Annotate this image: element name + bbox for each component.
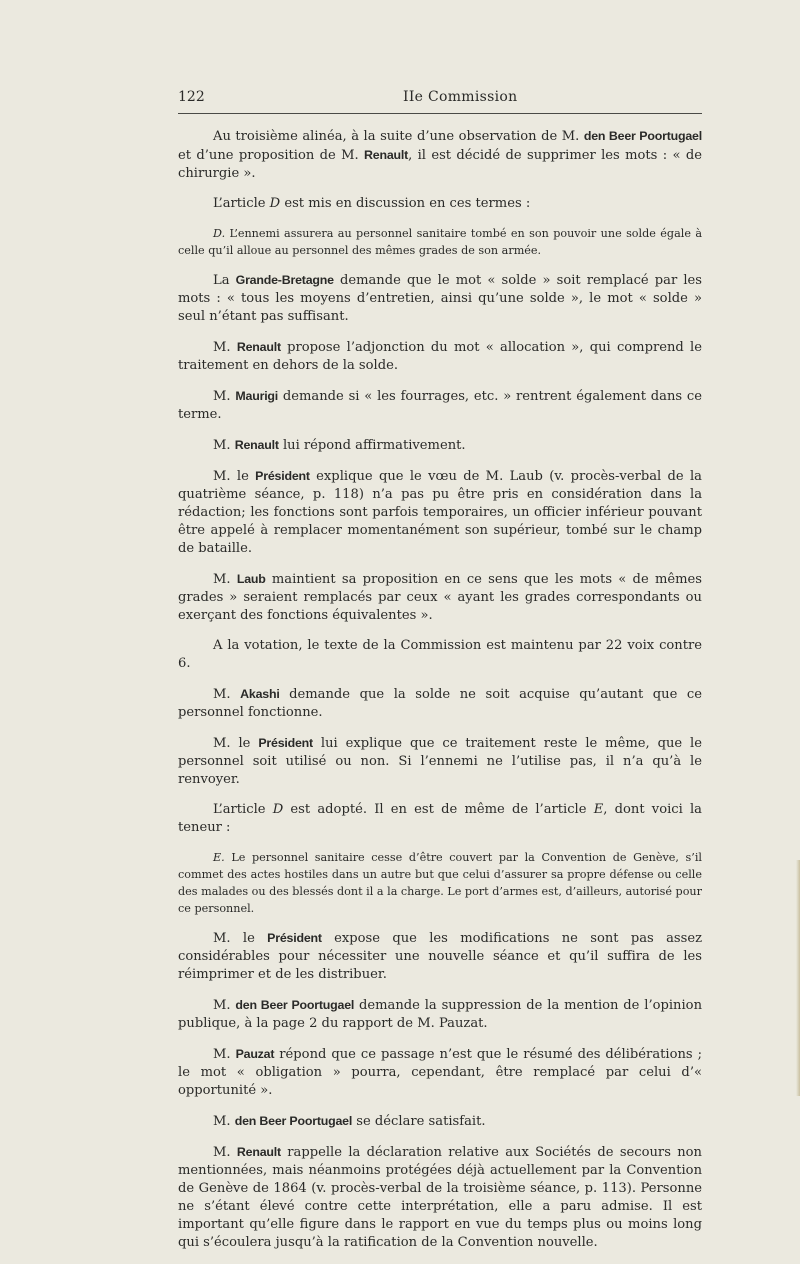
paragraph-text: est mis en discussion en ces termes : [280, 196, 531, 211]
paragraph-text: , il est décidé de supprimer les mots : « de chirurgie ». [178, 148, 702, 181]
minutes-paragraph [178, 570, 702, 625]
paragraph-text: M. [213, 998, 236, 1013]
speaker-name: Laub [236, 572, 266, 586]
minutes-paragraph [178, 195, 702, 213]
paragraph-text: M. [213, 1047, 236, 1062]
paragraph-text: L’article [213, 802, 273, 817]
minutes-paragraph [178, 467, 702, 558]
speaker-name: Président [258, 736, 313, 750]
paragraph-text: demande la suppression de la mention de l’opinion publique, à la page 2 du rapport de M. Pauzat. [178, 998, 702, 1031]
page-edge-shadow [796, 860, 800, 1096]
paragraph-text: explique que le vœu de M. Laub (v. procès-verbal de la quatrième séance, p. 118) n’a pas pu être pris en considération dans la rédaction; les fonctions sont parfois temporaires, un officier inférieur pouvant être appelé à remplacer momentanément son supérieur, tombé sur le champ de bataille. [178, 469, 702, 556]
minutes-paragraph [178, 338, 702, 375]
paragraph-text: Le personnel sanitaire cesse d’être couvert par la Convention de Genève, s’il commet des actes hostiles dans un autre but que celui d’assurer sa propre défense ou celle des malades ou des blessés dont il a la charge. Le port d’armes est, d’ailleurs, autorisé pour ce personnel. [178, 851, 702, 915]
paragraph-text: M. [213, 389, 236, 404]
minutes-paragraph [178, 734, 702, 789]
article-letter: E [593, 802, 604, 817]
speaker-name: den Beer Poortugael [235, 998, 355, 1012]
speaker-name: Pauzat [235, 1047, 275, 1061]
paragraph-text: répond que ce passage n’est que le résumé des délibérations ; le mot « obligation » pourra, cependant, être remplacé par celui d’« opportunité ». [178, 1047, 703, 1098]
paragraph-text: M. [213, 572, 237, 587]
paragraph-text: M. [213, 687, 241, 702]
paragraph-text: L’article [213, 196, 270, 211]
page-body [178, 127, 702, 1264]
article-letter: D. [213, 227, 226, 240]
minutes-paragraph [178, 387, 702, 424]
minutes-paragraph [178, 1112, 702, 1131]
speaker-name: Grande-Bretagne [235, 273, 334, 287]
paragraph-text: rappelle la déclaration relative aux Sociétés de secours non mentionnées, mais néanmoins protégées déjà actuellement par la Convention de Genève de 1864 (v. procès-verbal de la troisième séance, p. 113). Personne ne s’étant élevé contre cette interprétation, elle a paru admise. Il est important qu’elle figure dans le rapport en vue du temps plus ou moins long qui s’écoulera jusqu’à la ratification de la Convention nouvelle. [178, 1145, 702, 1250]
header-rule [178, 113, 702, 114]
minutes-paragraph [178, 271, 702, 326]
minutes-paragraph [178, 929, 702, 984]
speaker-name: Maurigi [235, 389, 279, 403]
paragraph-text: lui répond affirmativement. [278, 438, 466, 453]
paragraph-text: M. [213, 340, 237, 355]
speaker-name: den Beer Poortugael [234, 1114, 353, 1128]
paragraph-text: demande que le mot « solde » soit remplacé par les mots : « tous les moyens d’entretien, ainsi qu’une solde », le mot « solde » seul n’étant pas suffisant. [178, 273, 702, 324]
paragraph-text: est adopté. Il en est de même de l’article [283, 802, 594, 817]
running-title: IIe Commission [403, 89, 518, 105]
paragraph-text: M. le [213, 469, 256, 484]
paragraph-text: M. le [213, 931, 268, 946]
paragraph-text: M. [213, 1114, 235, 1129]
speaker-name: Renault [364, 148, 409, 162]
speaker-name: Président [267, 931, 322, 945]
paragraph-text: M. le [213, 736, 259, 751]
paragraph-text: expose que les modifications ne sont pas assez considérables pour nécessiter une nouvelle séance et qu’il suffira de les réimprimer et de les distribuer. [178, 931, 702, 982]
article-letter: E. [213, 851, 225, 864]
article-letter: D [272, 802, 284, 817]
paragraph-text: L’ennemi assurera au personnel sanitaire tombé en son pouvoir une solde égale à celle qu’il alloue au personnel des mêmes grades de son armée. [178, 227, 702, 257]
minutes-paragraph [178, 436, 702, 455]
paragraph-text: , dont voici la teneur : [178, 802, 702, 835]
minutes-paragraph [178, 685, 702, 722]
minutes-paragraph [178, 637, 702, 673]
paragraph-text: propose l’adjonction du mot « allocation », qui comprend le traitement en dehors de la solde. [178, 340, 702, 373]
paragraph-text: et d’une proposition de M. [178, 148, 365, 163]
paragraph-text: se déclare satisfait. [352, 1114, 486, 1129]
paragraph-text: Au troisième alinéa, à la suite d’une observation de M. [213, 129, 584, 144]
article-text-paragraph [178, 849, 702, 917]
paragraph-text: lui explique que ce traitement reste le même, que le personnel soit utilisé ou non. Si l’ennemi ne l’utilise pas, il n’a qu’à le renvoyer. [178, 736, 702, 787]
paragraph-text: La [213, 273, 236, 288]
paragraph-text: M. [213, 438, 235, 453]
speaker-name: Président [255, 469, 310, 483]
minutes-paragraph [178, 127, 702, 183]
speaker-name: Renault [236, 340, 281, 354]
speaker-name: Akashi [240, 687, 280, 701]
page-header [178, 89, 702, 109]
paragraph-text: maintient sa proposition en ce sens que les mots « de mêmes grades » seraient remplacés par ceux « ayant les grades correspondants ou exerçant des fonctions équivalentes ». [178, 572, 702, 623]
speaker-name: den Beer Poortugael [583, 129, 702, 143]
minutes-paragraph [178, 1045, 702, 1100]
paragraph-text: M. [213, 1145, 237, 1160]
minutes-paragraph [178, 801, 702, 837]
speaker-name: Renault [234, 438, 279, 452]
article-text-paragraph [178, 225, 702, 259]
minutes-paragraph [178, 1143, 702, 1252]
page-number: 122 [178, 89, 205, 105]
minutes-paragraph [178, 996, 702, 1033]
article-letter: D [269, 196, 281, 211]
speaker-name: Renault [236, 1145, 281, 1159]
paragraph-text: A la votation, le texte de la Commission est maintenu par 22 voix contre 6. [178, 638, 702, 671]
paragraph-text: demande si « les fourrages, etc. » rentrent également dans ce terme. [178, 389, 703, 422]
paragraph-text: demande que la solde ne soit acquise qu’autant que ce personnel fonctionne. [178, 687, 702, 720]
